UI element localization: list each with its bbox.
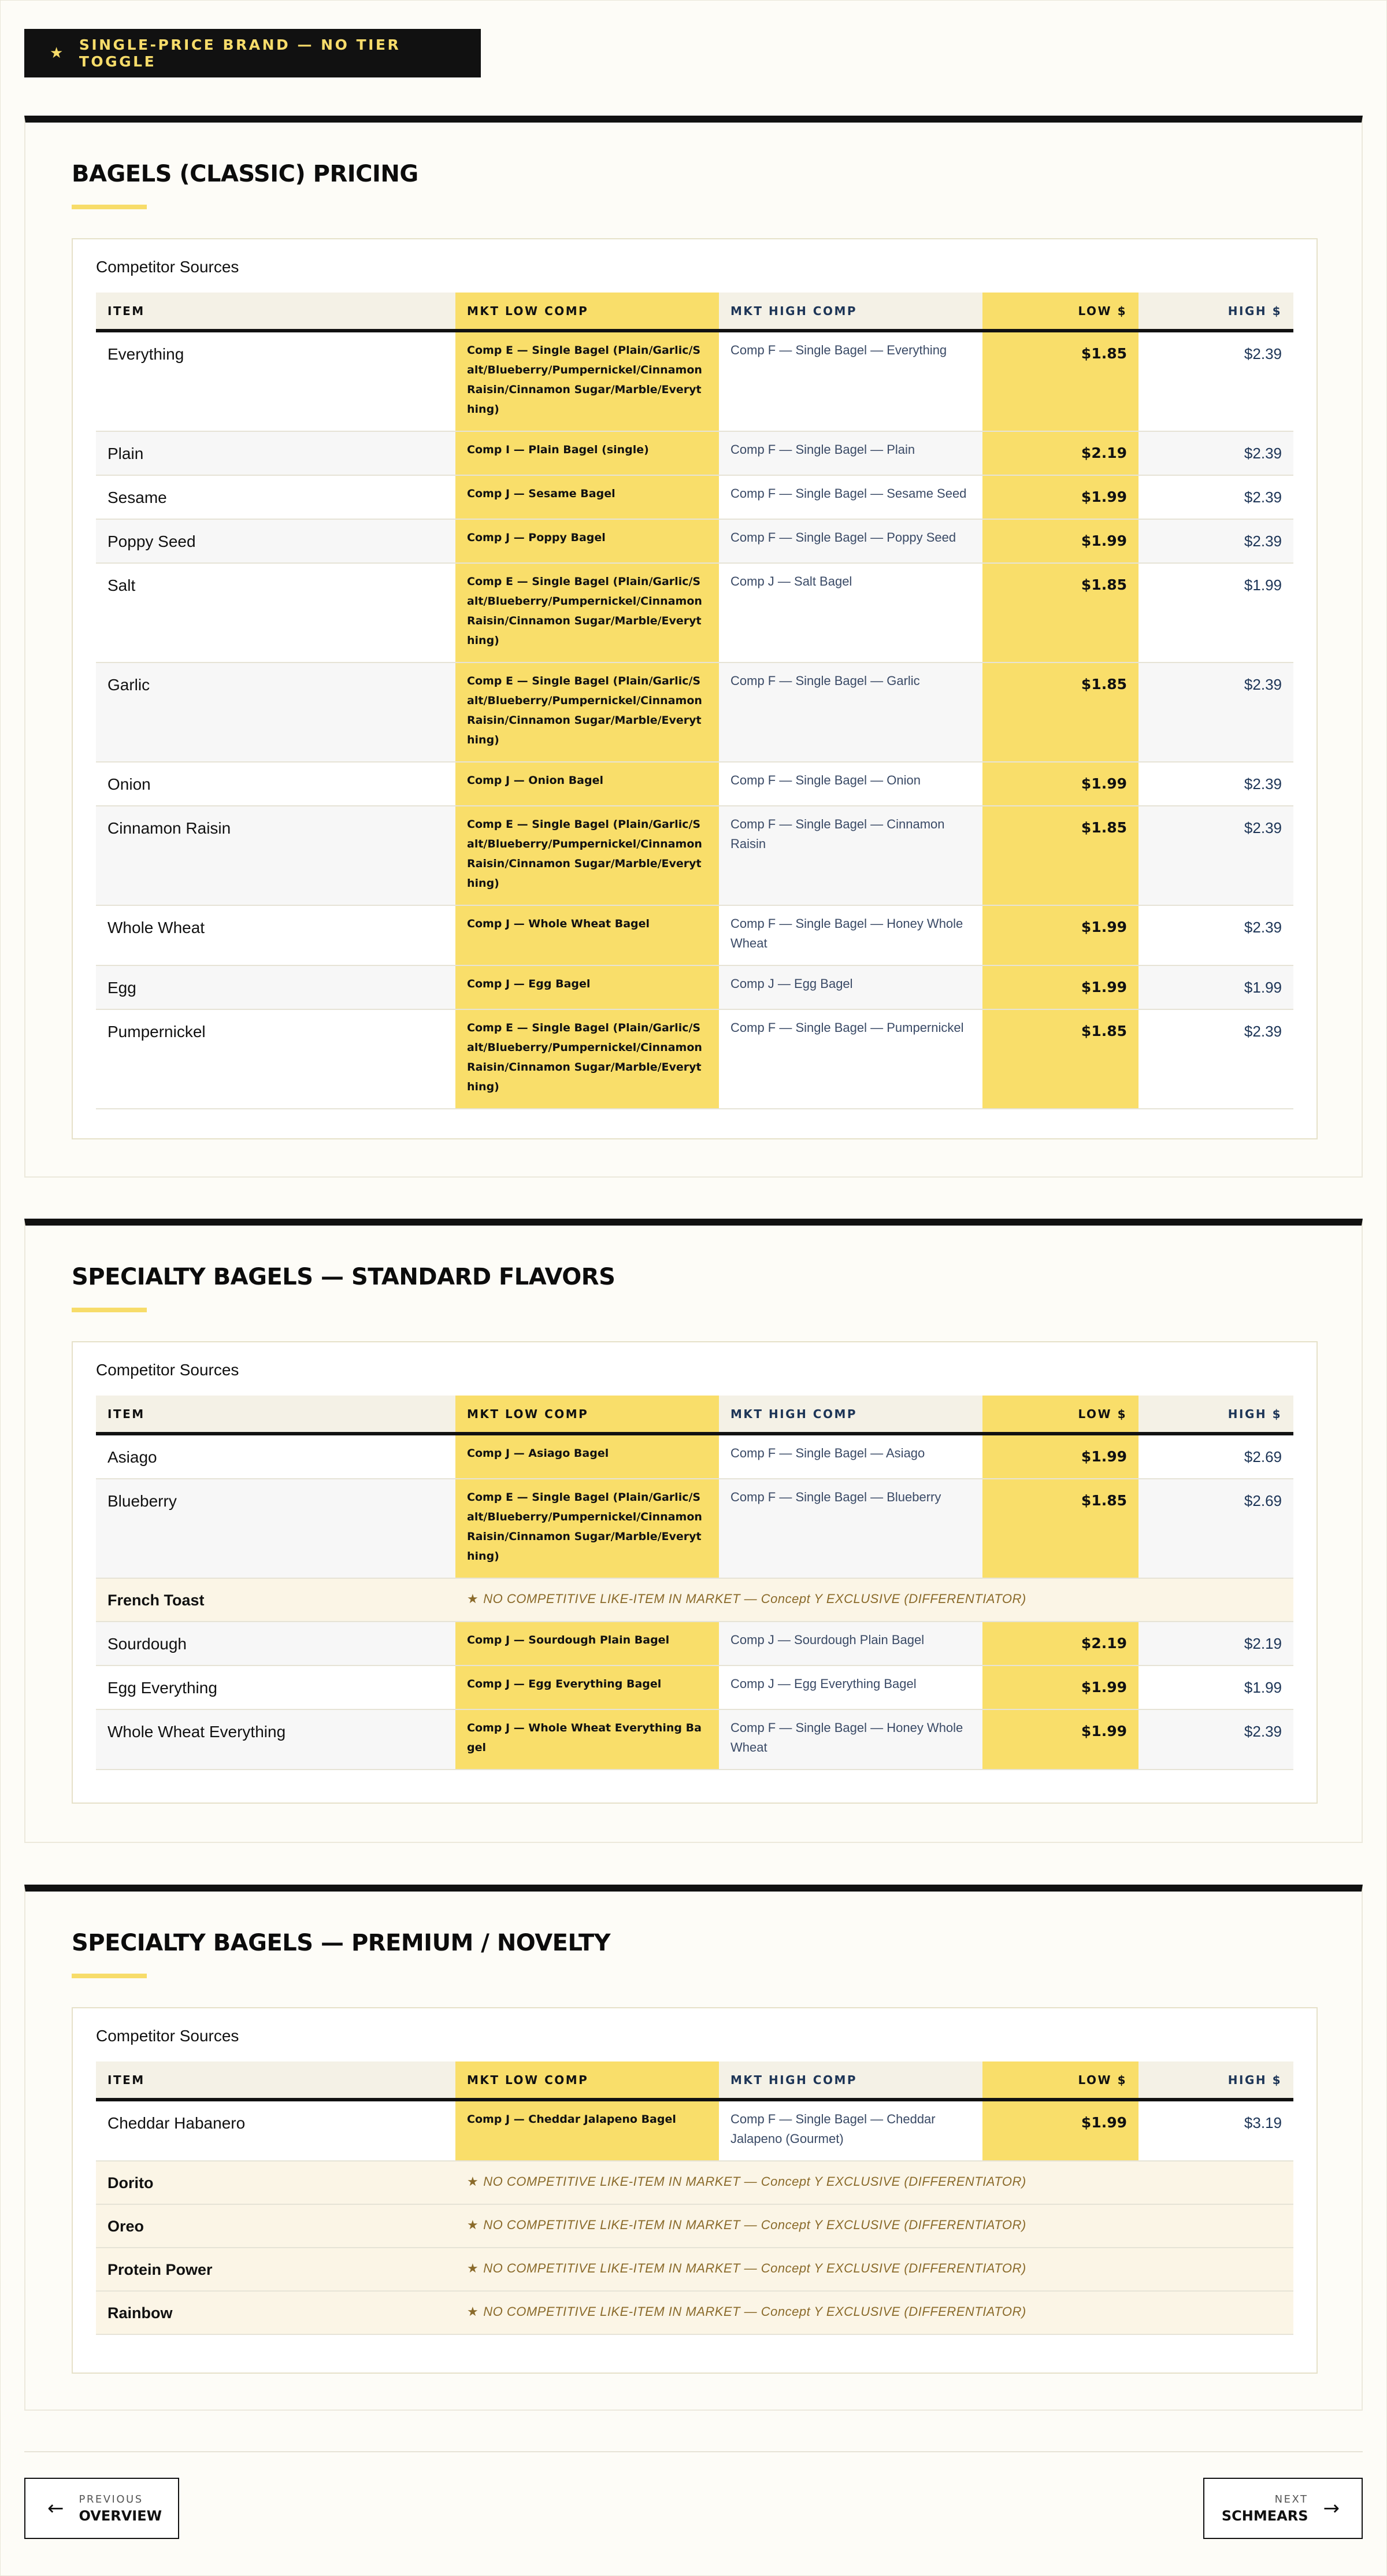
item-cell: Rainbow bbox=[96, 2291, 455, 2334]
star-icon: ★ bbox=[467, 1592, 479, 1606]
arrow-right-icon: → bbox=[1323, 2497, 1340, 2520]
previous-target: OVERVIEW bbox=[79, 2507, 162, 2524]
low-comp-cell: Comp J — Onion Bagel bbox=[455, 762, 719, 806]
low-comp-cell: Comp J — Sourdough Plain Bagel bbox=[455, 1622, 719, 1665]
high-comp-cell: Comp F — Single Bagel — Blueberry bbox=[719, 1479, 982, 1578]
low-comp-cell: Comp J — Whole Wheat Bagel bbox=[455, 905, 719, 965]
exclusive-note-text: NO COMPETITIVE LIKE-ITEM IN MARKET — Concept Y EXCLUSIVE (DIFFERENTIATOR) bbox=[483, 2261, 1026, 2275]
col-low-price-header: LOW $ bbox=[982, 1396, 1138, 1434]
competitor-card bbox=[72, 2007, 1318, 2374]
table-row bbox=[96, 431, 1293, 475]
high-comp-cell: Comp F — Single Bagel — Honey Whole Wheat bbox=[719, 905, 982, 965]
col-low-comp-header: MKT LOW COMP bbox=[455, 1396, 719, 1434]
item-cell: Plain bbox=[96, 431, 455, 475]
section-specialty-standard bbox=[24, 1219, 1363, 1843]
low-price-cell: $1.85 bbox=[982, 563, 1138, 662]
high-price-cell: $2.39 bbox=[1138, 662, 1293, 762]
high-price-cell: $2.39 bbox=[1138, 905, 1293, 965]
col-item-header: ITEM bbox=[96, 293, 455, 331]
table-row bbox=[96, 806, 1293, 905]
item-cell: Blueberry bbox=[96, 1479, 455, 1578]
high-comp-cell: Comp J — Egg Everything Bagel bbox=[719, 1665, 982, 1709]
table-row bbox=[96, 1622, 1293, 1665]
col-high-comp-header: MKT HIGH COMP bbox=[719, 1396, 982, 1434]
low-price-cell: $1.99 bbox=[982, 1665, 1138, 1709]
low-price-cell: $1.85 bbox=[982, 1009, 1138, 1109]
table-row bbox=[96, 965, 1293, 1009]
col-high-comp-header: MKT HIGH COMP bbox=[719, 293, 982, 331]
table-row bbox=[96, 519, 1293, 563]
item-cell: Sourdough bbox=[96, 1622, 455, 1665]
item-cell: Garlic bbox=[96, 662, 455, 762]
table-header bbox=[96, 2061, 1293, 2100]
exclusive-note bbox=[455, 2291, 1293, 2334]
item-cell: Whole Wheat bbox=[96, 905, 455, 965]
low-comp-cell: Comp J — Asiago Bagel bbox=[455, 1434, 719, 1479]
low-comp-cell: Comp E — Single Bagel (Plain/Garlic/Salt/Blueberry/Pumpernickel/Cinnamon Raisin/Cinnamon Sugar/Marble/Everything) bbox=[455, 563, 719, 662]
low-comp-cell: Comp E — Single Bagel (Plain/Garlic/Salt/Blueberry/Pumpernickel/Cinnamon Raisin/Cinnamon Sugar/Marble/Everything) bbox=[455, 1009, 719, 1109]
high-comp-cell: Comp F — Single Bagel — Asiago bbox=[719, 1434, 982, 1479]
col-high-price-header: HIGH $ bbox=[1138, 293, 1293, 331]
low-price-cell: $1.85 bbox=[982, 806, 1138, 905]
item-cell: Salt bbox=[96, 563, 455, 662]
next-label: NEXT bbox=[1274, 2493, 1308, 2505]
table-header bbox=[96, 293, 1293, 331]
section-title: BAGELS (CLASSIC) PRICING bbox=[72, 161, 418, 187]
low-price-cell: $1.99 bbox=[982, 519, 1138, 563]
star-icon: ★ bbox=[467, 2218, 479, 2232]
low-price-cell: $1.99 bbox=[982, 762, 1138, 806]
table-row bbox=[96, 905, 1293, 965]
low-comp-cell: Comp E — Single Bagel (Plain/Garlic/Salt/Blueberry/Pumpernickel/Cinnamon Raisin/Cinnamon Sugar/Marble/Everything) bbox=[455, 806, 719, 905]
section-title: SPECIALTY BAGELS — PREMIUM / NOVELTY bbox=[72, 1930, 611, 1956]
low-comp-cell: Comp J — Egg Everything Bagel bbox=[455, 1665, 719, 1709]
next-button[interactable] bbox=[1203, 2478, 1363, 2539]
high-price-cell: $2.39 bbox=[1138, 331, 1293, 431]
title-underline bbox=[72, 205, 147, 209]
pricing-table bbox=[96, 2061, 1293, 2335]
high-comp-cell: Comp J — Egg Bagel bbox=[719, 965, 982, 1009]
next-target: SCHMEARS bbox=[1221, 2507, 1308, 2524]
low-price-cell: $1.99 bbox=[982, 1434, 1138, 1479]
high-price-cell: $2.39 bbox=[1138, 519, 1293, 563]
high-price-cell: $2.39 bbox=[1138, 762, 1293, 806]
table-row bbox=[96, 2100, 1293, 2161]
low-comp-cell: Comp J — Cheddar Jalapeno Bagel bbox=[455, 2100, 719, 2161]
section-specialty-premium bbox=[24, 1885, 1363, 2411]
low-price-cell: $1.99 bbox=[982, 905, 1138, 965]
low-price-cell: $1.99 bbox=[982, 475, 1138, 519]
item-cell: Oreo bbox=[96, 2204, 455, 2248]
col-low-comp-header: MKT LOW COMP bbox=[455, 2061, 719, 2100]
item-cell: Cheddar Habanero bbox=[96, 2100, 455, 2161]
star-icon: ★ bbox=[467, 2304, 479, 2319]
title-underline bbox=[72, 1308, 147, 1312]
exclusive-note-text: NO COMPETITIVE LIKE-ITEM IN MARKET — Concept Y EXCLUSIVE (DIFFERENTIATOR) bbox=[483, 2218, 1026, 2232]
item-cell: Pumpernickel bbox=[96, 1009, 455, 1109]
high-comp-cell: Comp F — Single Bagel — Cheddar Jalapeno (Gourmet) bbox=[719, 2100, 982, 2161]
low-comp-cell: Comp J — Sesame Bagel bbox=[455, 475, 719, 519]
high-comp-cell: Comp F — Single Bagel — Honey Whole Wheat bbox=[719, 1709, 982, 1770]
previous-label: PREVIOUS bbox=[79, 2493, 143, 2505]
low-price-cell: $1.85 bbox=[982, 662, 1138, 762]
section-title: SPECIALTY BAGELS — STANDARD FLAVORS bbox=[72, 1264, 615, 1290]
col-low-price-header: LOW $ bbox=[982, 293, 1138, 331]
low-price-cell: $1.99 bbox=[982, 1709, 1138, 1770]
col-high-comp-header: MKT HIGH COMP bbox=[719, 2061, 982, 2100]
high-comp-cell: Comp F — Single Bagel — Everything bbox=[719, 331, 982, 431]
low-price-cell: $1.85 bbox=[982, 331, 1138, 431]
table-row bbox=[96, 1009, 1293, 1109]
high-comp-cell: Comp F — Single Bagel — Garlic bbox=[719, 662, 982, 762]
item-cell: Poppy Seed bbox=[96, 519, 455, 563]
competitor-card bbox=[72, 238, 1318, 1139]
pricing-table bbox=[96, 293, 1293, 1109]
exclusive-note bbox=[455, 2161, 1293, 2204]
item-cell: Onion bbox=[96, 762, 455, 806]
card-title: Competitor Sources bbox=[96, 2027, 239, 2045]
table-row bbox=[96, 475, 1293, 519]
item-cell: Egg bbox=[96, 965, 455, 1009]
single-price-badge bbox=[24, 29, 481, 77]
exclusive-note-text: NO COMPETITIVE LIKE-ITEM IN MARKET — Concept Y EXCLUSIVE (DIFFERENTIATOR) bbox=[483, 2174, 1026, 2189]
high-price-cell: $2.39 bbox=[1138, 475, 1293, 519]
col-high-price-header: HIGH $ bbox=[1138, 2061, 1293, 2100]
item-cell: Asiago bbox=[96, 1434, 455, 1479]
competitor-card bbox=[72, 1341, 1318, 1804]
low-comp-cell: Comp E — Single Bagel (Plain/Garlic/Salt/Blueberry/Pumpernickel/Cinnamon Raisin/Cinnamon Sugar/Marble/Everything) bbox=[455, 1479, 719, 1578]
star-icon: ★ bbox=[467, 2174, 479, 2189]
table-row bbox=[96, 2248, 1293, 2291]
high-price-cell: $2.39 bbox=[1138, 431, 1293, 475]
table-row bbox=[96, 762, 1293, 806]
col-item-header: ITEM bbox=[96, 2061, 455, 2100]
pricing-table bbox=[96, 1396, 1293, 1770]
exclusive-note-text: NO COMPETITIVE LIKE-ITEM IN MARKET — Concept Y EXCLUSIVE (DIFFERENTIATOR) bbox=[483, 2304, 1026, 2319]
low-price-cell: $1.99 bbox=[982, 2100, 1138, 2161]
high-price-cell: $2.69 bbox=[1138, 1434, 1293, 1479]
high-price-cell: $2.19 bbox=[1138, 1622, 1293, 1665]
title-underline bbox=[72, 1974, 147, 1978]
item-cell: Whole Wheat Everything bbox=[96, 1709, 455, 1770]
previous-button[interactable] bbox=[24, 2478, 179, 2539]
item-cell: Everything bbox=[96, 331, 455, 431]
badge-text: SINGLE-PRICE BRAND — NO TIER TOGGLE bbox=[79, 36, 401, 70]
item-cell: Protein Power bbox=[96, 2248, 455, 2291]
high-price-cell: $2.39 bbox=[1138, 806, 1293, 905]
section-classic-bagels bbox=[24, 116, 1363, 1178]
exclusive-note-text: NO COMPETITIVE LIKE-ITEM IN MARKET — Concept Y EXCLUSIVE (DIFFERENTIATOR) bbox=[483, 1592, 1026, 1606]
low-comp-cell: Comp J — Poppy Bagel bbox=[455, 519, 719, 563]
exclusive-note bbox=[455, 2248, 1293, 2291]
exclusive-note bbox=[455, 2204, 1293, 2248]
table-row bbox=[96, 662, 1293, 762]
low-price-cell: $1.99 bbox=[982, 965, 1138, 1009]
high-comp-cell: Comp F — Single Bagel — Sesame Seed bbox=[719, 475, 982, 519]
card-title: Competitor Sources bbox=[96, 258, 239, 276]
low-comp-cell: Comp J — Whole Wheat Everything Bagel bbox=[455, 1709, 719, 1770]
high-comp-cell: Comp J — Sourdough Plain Bagel bbox=[719, 1622, 982, 1665]
high-comp-cell: Comp F — Single Bagel — Cinnamon Raisin bbox=[719, 806, 982, 905]
item-cell: French Toast bbox=[96, 1578, 455, 1622]
footer-divider bbox=[24, 2451, 1363, 2452]
high-price-cell: $1.99 bbox=[1138, 1665, 1293, 1709]
high-price-cell: $1.99 bbox=[1138, 563, 1293, 662]
high-comp-cell: Comp F — Single Bagel — Poppy Seed bbox=[719, 519, 982, 563]
table-header bbox=[96, 1396, 1293, 1434]
low-price-cell: $2.19 bbox=[982, 1622, 1138, 1665]
col-item-header: ITEM bbox=[96, 1396, 455, 1434]
high-comp-cell: Comp F — Single Bagel — Plain bbox=[719, 431, 982, 475]
exclusive-note bbox=[455, 1578, 1293, 1622]
star-icon: ★ bbox=[467, 2261, 479, 2275]
high-comp-cell: Comp J — Salt Bagel bbox=[719, 563, 982, 662]
table-row bbox=[96, 563, 1293, 662]
low-comp-cell: Comp J — Egg Bagel bbox=[455, 965, 719, 1009]
table-row bbox=[96, 2291, 1293, 2334]
low-comp-cell: Comp E — Single Bagel (Plain/Garlic/Salt/Blueberry/Pumpernickel/Cinnamon Raisin/Cinnamon Sugar/Marble/Everything) bbox=[455, 662, 719, 762]
low-price-cell: $2.19 bbox=[982, 431, 1138, 475]
star-icon: ★ bbox=[50, 45, 65, 62]
low-comp-cell: Comp E — Single Bagel (Plain/Garlic/Salt/Blueberry/Pumpernickel/Cinnamon Raisin/Cinnamon Sugar/Marble/Everything) bbox=[455, 331, 719, 431]
item-cell: Cinnamon Raisin bbox=[96, 806, 455, 905]
item-cell: Dorito bbox=[96, 2161, 455, 2204]
arrow-left-icon: ← bbox=[47, 2497, 64, 2520]
high-price-cell: $2.39 bbox=[1138, 1709, 1293, 1770]
table-row bbox=[96, 2204, 1293, 2248]
low-price-cell: $1.85 bbox=[982, 1479, 1138, 1578]
table-row bbox=[96, 1479, 1293, 1578]
col-high-price-header: HIGH $ bbox=[1138, 1396, 1293, 1434]
table-row bbox=[96, 1709, 1293, 1770]
high-price-cell: $3.19 bbox=[1138, 2100, 1293, 2161]
col-low-price-header: LOW $ bbox=[982, 2061, 1138, 2100]
col-low-comp-header: MKT LOW COMP bbox=[455, 293, 719, 331]
high-price-cell: $1.99 bbox=[1138, 965, 1293, 1009]
table-row bbox=[96, 331, 1293, 431]
high-comp-cell: Comp F — Single Bagel — Onion bbox=[719, 762, 982, 806]
table-row bbox=[96, 1434, 1293, 1479]
table-row bbox=[96, 1578, 1293, 1622]
high-comp-cell: Comp F — Single Bagel — Pumpernickel bbox=[719, 1009, 982, 1109]
card-title: Competitor Sources bbox=[96, 1361, 239, 1379]
table-row bbox=[96, 1665, 1293, 1709]
high-price-cell: $2.69 bbox=[1138, 1479, 1293, 1578]
low-comp-cell: Comp I — Plain Bagel (single) bbox=[455, 431, 719, 475]
item-cell: Egg Everything bbox=[96, 1665, 455, 1709]
high-price-cell: $2.39 bbox=[1138, 1009, 1293, 1109]
table-row bbox=[96, 2161, 1293, 2204]
item-cell: Sesame bbox=[96, 475, 455, 519]
